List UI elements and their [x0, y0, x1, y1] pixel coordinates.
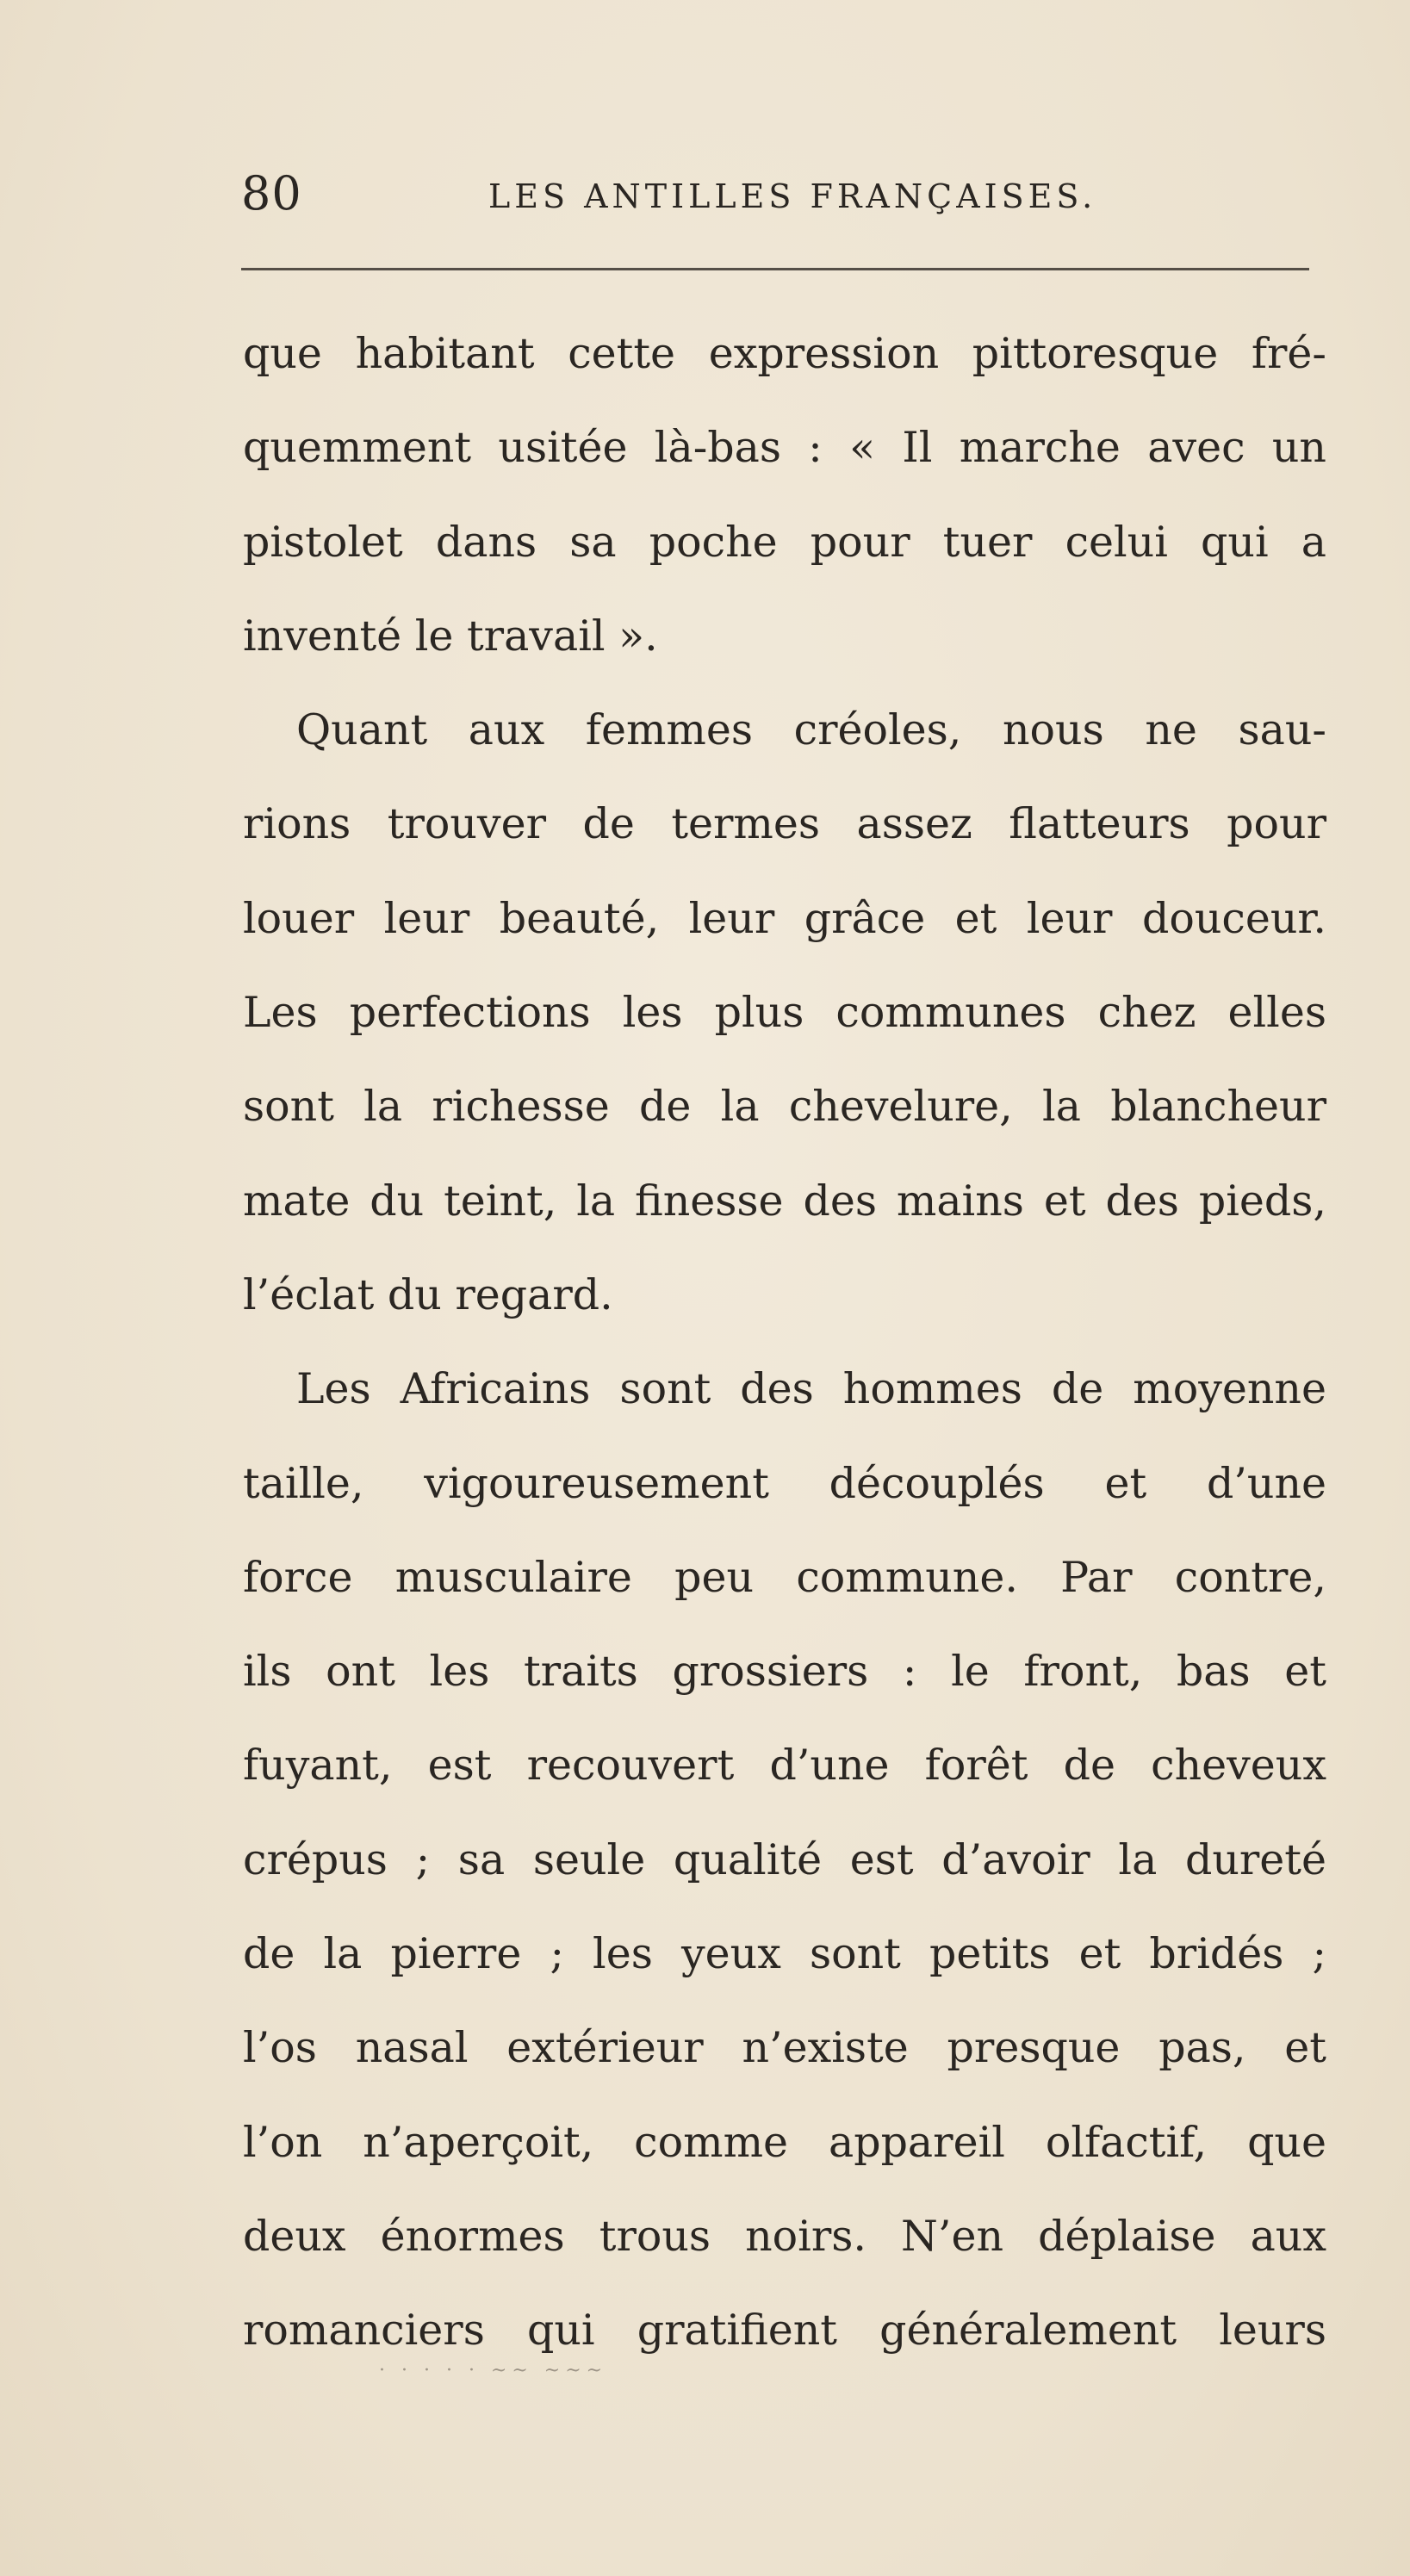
- text-line: sont la richesse de la chevelure, la blancheur: [243, 1082, 1326, 1132]
- text-line: force musculaire peu commune. Par contre,: [243, 1552, 1326, 1602]
- text-line: mate du teint, la finesse des mains et des pieds,: [243, 1176, 1326, 1226]
- running-head: [241, 164, 1309, 224]
- text-line: l’os nasal extérieur n’existe presque pas, et: [243, 2023, 1326, 2073]
- text-line: ils ont les traits grossiers : le front, bas et: [243, 1647, 1326, 1697]
- text-line: quemment usitée là-bas : « Il marche avec un: [243, 423, 1326, 473]
- text-line: l’on n’aperçoit, comme appareil olfactif, que: [243, 2117, 1326, 2167]
- text-line: de la pierre ; les yeux sont petits et bridés ;: [243, 1929, 1326, 1979]
- text-line: que habitant cette expression pittoresque fré-: [243, 329, 1326, 378]
- page-number: 80: [241, 166, 302, 220]
- book-title: LES ANTILLES FRANÇAISES.: [488, 177, 1097, 215]
- header-rule: [241, 268, 1309, 270]
- text-line: l’éclat du regard.: [243, 1269, 613, 1319]
- text-line: inventé le travail ».: [243, 611, 658, 661]
- text-line: louer leur beauté, leur grâce et leur douceur.: [243, 893, 1326, 943]
- text-line: rions trouver de termes assez flatteurs pour: [243, 799, 1326, 849]
- text-line: taille, vigoureusement découplés et d’une: [243, 1458, 1326, 1508]
- text-line: pistolet dans sa poche pour tuer celui qui a: [243, 517, 1326, 567]
- print-artifacts: · · · · · ~~ ~~~: [379, 2360, 608, 2381]
- text-line: crépus ; sa seule qualité est d’avoir la dureté: [243, 1834, 1326, 1884]
- paragraph-first-line: Les Africains sont des hommes de moyenne: [296, 1364, 1326, 1414]
- body-text: [243, 327, 1326, 2399]
- text-line: fuyant, est recouvert d’une forêt de cheveux: [243, 1741, 1326, 1791]
- text-line: romanciers qui gratifient généralement leurs: [243, 2306, 1326, 2356]
- paragraph-first-line: Quant aux femmes créoles, nous ne sau-: [296, 705, 1326, 755]
- text-line: deux énormes trous noirs. N’en déplaise aux: [243, 2211, 1326, 2261]
- text-line: Les perfections les plus communes chez elles: [243, 988, 1326, 1038]
